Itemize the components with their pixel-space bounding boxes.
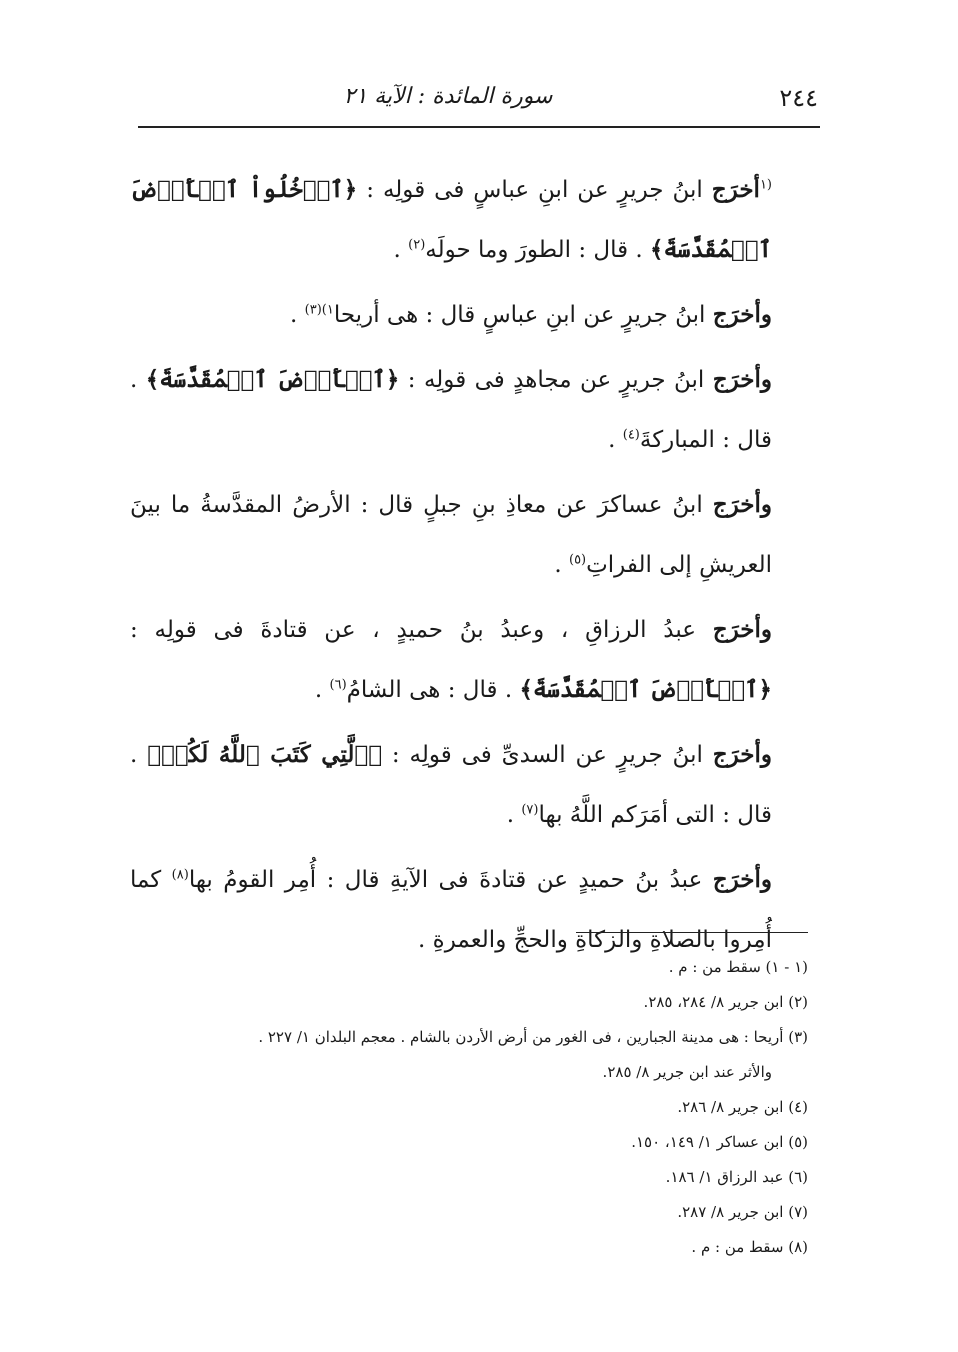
paragraph-1 xyxy=(130,160,820,280)
footnote-ref: (٥) xyxy=(568,552,587,568)
paragraph-text: . قال : الطورَ وما حولَه xyxy=(425,237,651,263)
paragraph-text: ابنُ جريرٍ عن مجاهدٍ فى قولِه : xyxy=(399,367,713,393)
paragraph-text: ابنُ عساكرَ عن معاذِ بنِ جبلٍ قال : الأرضُ المقدَّسةُ ما بينَ العريشِ إلى الفراتِ xyxy=(130,492,772,578)
paragraph-lead: وأخرَج xyxy=(712,741,773,768)
paragraph-text: . xyxy=(393,237,409,263)
paragraph-text: . xyxy=(608,427,623,453)
paragraph-2 xyxy=(130,285,820,345)
footnote-ref: (٢) xyxy=(408,237,426,253)
paragraph-text: . xyxy=(290,302,305,328)
footnote-7: (٧) ابن جرير ٨/ ٢٨٧. xyxy=(677,1203,808,1221)
quran-quote: ﴿ٱلۡأَرۡضَ ٱلۡمُقَدَّسَةَ﴾ xyxy=(145,366,400,393)
paragraph-text: . xyxy=(554,552,569,578)
header-rule xyxy=(138,126,820,128)
footnote-ref: (٤) xyxy=(622,427,640,443)
footnote-3 xyxy=(150,1020,808,1090)
paragraph-text: . xyxy=(314,677,330,703)
footnote-rule xyxy=(576,932,808,933)
page-number: ٢٤٤ xyxy=(779,84,818,112)
paragraph-text: ابنُ جريرٍ عن ابنِ عباسٍ فى قولِه : xyxy=(357,177,712,203)
footnote-ref: (٨) xyxy=(171,867,189,883)
paragraph-lead: أخرَج xyxy=(711,176,760,203)
paragraph-lead: وأخرَج xyxy=(712,366,773,393)
footnote-6: (٦) عبد الرزاق ١/ ١٨٦. xyxy=(665,1168,808,1186)
paragraph-text: ابنُ جريرٍ عن ابنِ عباسٍ قال : هى أريحا xyxy=(333,302,713,328)
main-text xyxy=(130,160,820,975)
quran-quote: ﴿ٱلۡأَرۡضَ ٱلۡمُقَدَّسَةَ﴾ xyxy=(519,676,772,703)
paragraph-6 xyxy=(130,725,820,845)
footnote-continuation: والأثر عند ابن جرير ٨/ ٢٨٥. xyxy=(602,1063,772,1081)
paragraph-text: عبدُ بنُ حميدٍ عن قتادةَ فى الآيةِ قال : أُمِر القومُ بها xyxy=(188,867,713,893)
page-header xyxy=(138,78,818,122)
footnote-ref: (٦) xyxy=(329,677,347,693)
paragraph-text: . قال : هى الشامُ xyxy=(346,677,520,703)
footnotes xyxy=(150,950,808,1265)
running-title: سورة المائدة : الآية ٢١ xyxy=(343,84,553,109)
footnote-2: (٢) ابن جرير ٨/ ٢٨٤، ٢٨٥. xyxy=(643,993,808,1011)
quran-quote: ﴿ٱلَّتِي كَتَبَ ٱللَّهُ لَكُمۡ﴾ xyxy=(147,741,383,768)
footnote-ref: (١ xyxy=(759,177,772,193)
footnote-4: (٤) ابن جرير ٨/ ٢٨٦. xyxy=(677,1098,808,1116)
paragraph-lead: وأخرَج xyxy=(712,616,772,643)
footnote-ref: (٧) xyxy=(521,802,539,818)
paragraph-text: ابنُ جريرٍ عن السدىِّ فى قولِه : xyxy=(382,742,713,768)
paragraph-5 xyxy=(130,600,820,720)
paragraph-text: . قال : المباركةَ xyxy=(130,367,772,453)
paragraph-lead: وأخرَج xyxy=(712,491,772,518)
paragraph-text: . xyxy=(506,802,522,828)
footnote-5: (٥) ابن عساكر ١/ ١٤٩، ١٥٠. xyxy=(631,1133,808,1151)
quran-quote: ﴿ٱدۡخُلُواْ ٱلۡأَرۡضَ ٱلۡمُقَدَّسَةَ﴾ xyxy=(130,176,772,263)
paragraph-text: . قال : التى أمَرَكم اللَّهُ بها xyxy=(130,742,772,828)
paragraph-4 xyxy=(130,475,820,595)
footnote-text: (٣) أريحا : هى مدينة الجبارين ، فى الغور من أرض الأردن بالشام . معجم البلدان ١/ ٢٢٧ . xyxy=(258,1028,808,1046)
footnote-8: (٨) سقط من : م . xyxy=(691,1238,808,1256)
paragraph-lead: وأخرَج xyxy=(712,866,772,893)
paragraph-text: عبدُ الرزاقِ ، وعبدُ بنُ حميدٍ ، عن قتادةَ فى قولِه : xyxy=(130,617,713,643)
footnote-1: (١ - ١) سقط من : م . xyxy=(668,958,808,976)
paragraph-text: كما أُمِروا بالصلاةِ والزكاةِ والحجِّ والعمرةِ . xyxy=(130,867,772,953)
footnote-ref: ١)(٣) xyxy=(304,302,334,318)
paragraph-lead: وأخرَج xyxy=(712,301,772,328)
paragraph-3 xyxy=(130,350,820,470)
